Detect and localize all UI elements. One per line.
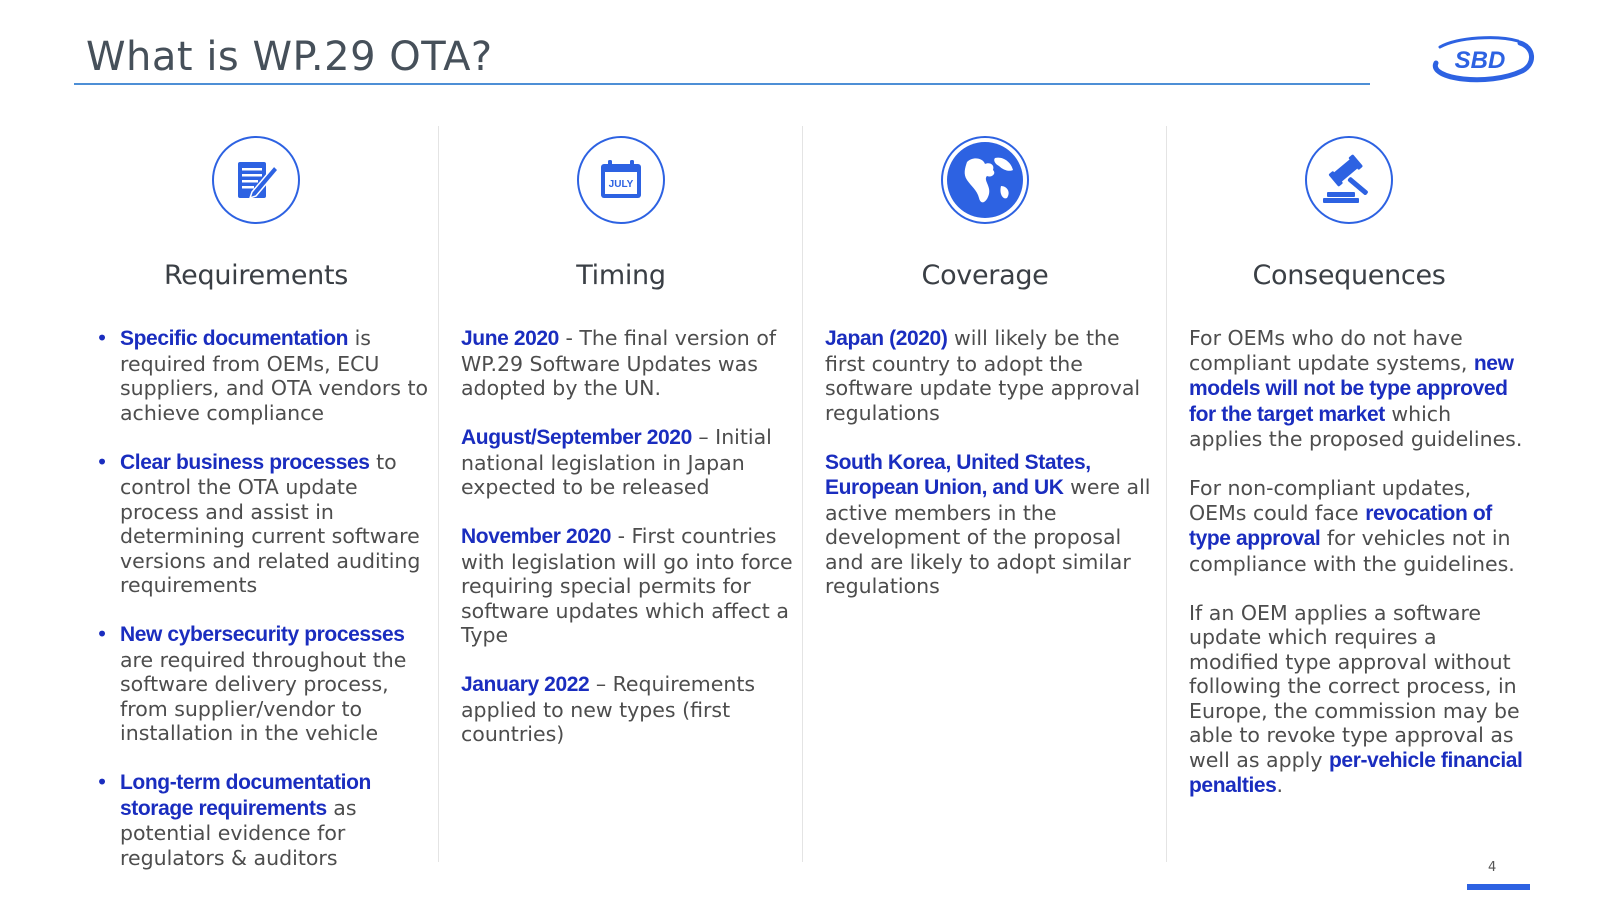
body-text: - First countries with legislation will go into force requiring special permits for software updates which affect a Type [461,524,793,647]
highlight-text: Japan (2020) [825,327,948,350]
paragraph [1189,476,1523,576]
body-text: is required from OEMs, ECU suppliers, and OTA vendors to achieve compliance [120,326,429,425]
paragraph [461,425,795,500]
body-text: . [1276,773,1283,797]
highlight-text: August/September 2020 [461,426,692,449]
paragraph [1189,326,1523,452]
requirements-body [96,326,430,895]
body-text: If an OEM applies a software update which requires a modified type approval without following the correct process, in Europe, the commission may be able to revoke type approval as well as apply [1189,600,1520,772]
body-text: For non-compliant updates, OEMs could face [1189,476,1472,525]
title-underline [74,83,1370,85]
highlight-text: Clear business processes [120,450,370,474]
coverage-body [825,326,1159,623]
body-text: – Initial national legislation in Japan expected to be released [461,425,772,499]
paragraph [1189,601,1523,799]
body-text: for vehicles not in compliance with the guidelines. [1189,526,1515,576]
consequences-column [1166,126,1531,862]
page-indicator-bar [1467,884,1530,890]
paragraph [461,672,795,747]
list-item: • New cybersecurity processes are required throughout the software delivery process, from supplier/vendor to installation in the vehicle [96,622,407,745]
paragraph [461,326,795,401]
timing-heading: Timing [576,260,666,291]
highlight-text: Long-term documentation storage requirements [120,771,371,820]
paragraph [461,524,795,648]
highlight-text: June 2020 [461,327,559,350]
highlight-text: January 2022 [461,673,590,696]
list-item: • Specific documentation is required from OEMs, ECU suppliers, and OTA vendors to achieve compliance [96,326,429,425]
body-text: For OEMs who do not have compliant update systems, [1189,326,1474,375]
body-text: are required throughout the software delivery process, from supplier/vendor to installation in the vehicle [120,647,407,745]
highlight-text: Specific documentation [120,327,349,350]
consequences-heading: Consequences [1252,260,1446,291]
body-text: to control the OTA update process and assist in determining current software versions and related auditing requirements [120,449,421,597]
timing-column [438,126,803,862]
highlight-text: new models will not be type approved for the target market [1189,351,1514,426]
paragraph [825,450,1159,599]
calendar-icon [577,136,665,224]
body-text: as potential evidence for regulators & auditors [120,795,357,870]
paragraph [825,326,1159,425]
highlight-text: South Korea, United States, European Union, and UK [825,450,1091,499]
sbd-logo [1418,33,1536,87]
body-text: were all active members in the development of the proposal and are likely to adopt similar regulations [825,475,1151,598]
calendar-month-label: JULY [608,179,634,190]
document-pen-icon [212,136,300,224]
timing-body [461,326,795,771]
highlight-text: New cybersecurity processes [120,623,405,646]
requirements-heading: Requirements [163,260,349,291]
coverage-heading: Coverage [921,260,1049,291]
logo-text: SBD [1454,47,1506,74]
page-number: 4 [1488,860,1497,875]
body-text: – Requirements applied to new types (first countries) [461,672,756,746]
coverage-column [802,126,1167,862]
body-text: which applies the proposed guidelines. [1189,401,1523,451]
requirements-column [74,126,438,870]
body-text: will likely be the first country to adopt the software update type approval regulations [825,326,1141,425]
consequences-body [1189,326,1523,823]
globe-icon [941,136,1029,224]
slide-title: What is WP.29 OTA? [86,34,493,80]
gavel-icon [1305,136,1393,224]
highlight-text: per-vehicle financial penalties [1189,748,1523,797]
list-item: • Clear business processes to control the OTA update process and assist in determining current software versions and related auditing requirements [96,449,421,597]
list-item: • Long-term documentation storage requirements as potential evidence for regulators & auditors [96,770,371,870]
highlight-text: November 2020 [461,525,612,548]
highlight-text: revocation of type approval [1189,501,1492,550]
body-text: - The final version of WP.29 Software Updates was adopted by the UN. [461,326,777,400]
